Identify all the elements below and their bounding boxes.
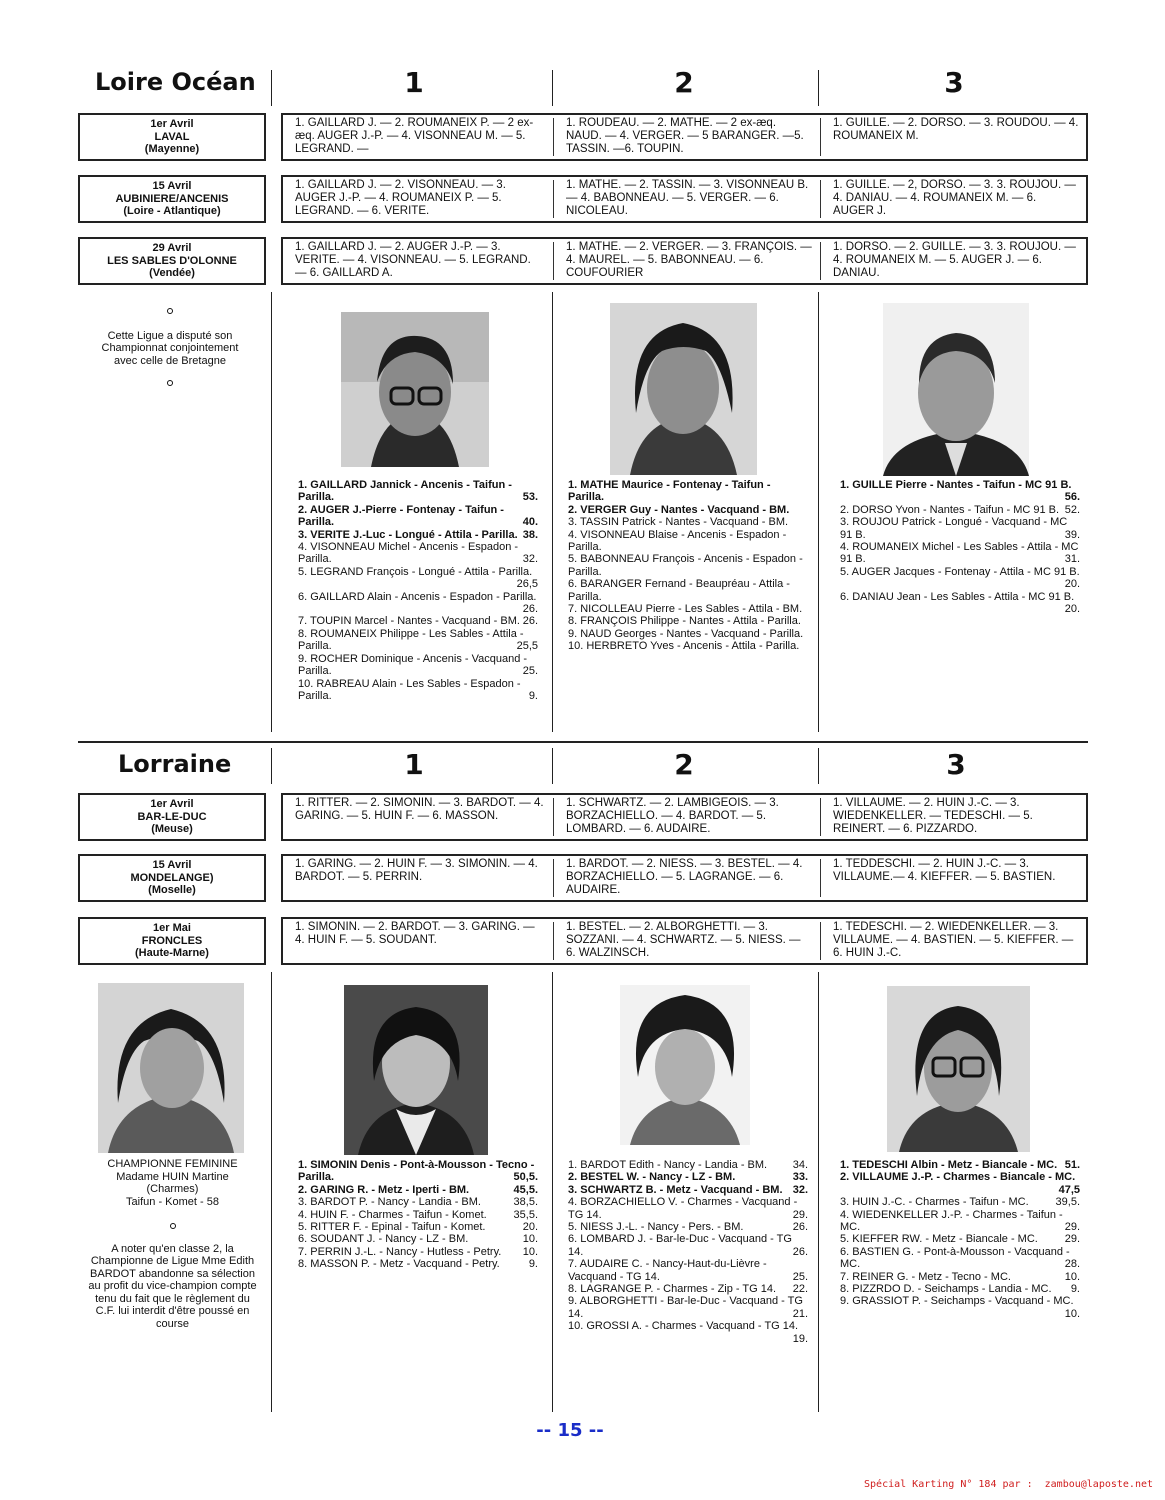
result-entry	[568, 1184, 808, 1196]
circle-icon	[85, 377, 255, 390]
result-text: 7. TOUPIN Marcel - Nantes - Vacquand - BM.	[298, 615, 520, 628]
result-points: 26.	[522, 603, 538, 616]
result-points: 10.	[522, 1233, 538, 1246]
race-class-2: 1. ROUDEAU. — 2. MATHE. — 2 ex-æq. NAUD. — 4. VERGER. — 5 BARANGER. —5. TASSIN. —6. TOUPIN.	[566, 117, 804, 155]
result-text: 7. REINER G. - Metz - Tecno - MC.	[840, 1270, 1011, 1283]
result-entry	[568, 516, 808, 528]
result-points: 39.	[1064, 528, 1080, 541]
result-points: 19.	[792, 1332, 808, 1345]
result-text: 2. VERGER Guy - Nantes - Vacquand - BM.	[568, 503, 790, 516]
column-divider	[818, 748, 819, 784]
race-date: 15 Avril	[152, 859, 192, 871]
race-class-3: 1. GUILLE. — 2, DORSO. — 3. 3. ROUJOU. — 4. DANIAU. — 4. ROUMANEIX M. — 6. AUGER J.	[833, 179, 1076, 217]
race-class-2: 1. BESTEL. — 2. ALBORGHETTI. — 3. SOZZANI. — 4. SCHWARTZ. — 5. NIESS. — 6. WALZINSCH.	[566, 921, 801, 959]
race-class-2: 1. MATHE. — 2. VERGER. — 3. FRANÇOIS. — 4. MAUREL. — 5. BABONNEAU. — 6. COUFOURIER	[566, 241, 812, 279]
result-entry	[298, 1159, 538, 1184]
result-entry	[840, 516, 1080, 541]
result-text: 3. BARDOT P. - Nancy - Landia - BM.	[298, 1196, 481, 1209]
result-entry	[298, 1258, 538, 1270]
result-text: 4. VISONNEAU Michel - Ancenis - Espadon - Parilla.	[298, 541, 519, 566]
result-entry	[298, 504, 538, 529]
result-text: 2. VILLAUME J.-P. - Charmes - Biancale - MC.	[840, 1171, 1076, 1184]
race-class-2: 1. BARDOT. — 2. NIESS. — 3. BESTEL. — 4. BORZACHIELLO. — 5. LAGRANGE. — 6. AUDAIRE.	[566, 858, 803, 896]
results-list-class-2	[568, 1159, 808, 1345]
result-text: 8. MASSON P. - Metz - Vacquand - Petry.	[298, 1258, 500, 1271]
league-note	[85, 305, 255, 390]
result-text: 3. VERITE J.-Luc - Longué - Attila - Parilla.	[298, 528, 518, 541]
result-text: 2. GARING R. - Metz - Iperti - BM.	[298, 1183, 470, 1196]
result-entry	[840, 504, 1080, 516]
result-entry	[298, 615, 538, 627]
result-entry	[568, 1233, 808, 1258]
column-divider	[271, 748, 272, 784]
result-entry	[298, 653, 538, 678]
result-points: 10.	[1064, 1307, 1080, 1320]
circle-icon	[85, 1220, 260, 1233]
result-entry	[840, 1196, 1080, 1208]
section-title-loire: Loire Océan	[95, 68, 256, 96]
results-list-class-3	[840, 479, 1080, 615]
result-text: 6. BASTIEN G. - Pont-à-Mousson - Vacquand - MC.	[840, 1245, 1070, 1271]
column-divider	[271, 292, 272, 732]
race-place: LAVAL	[154, 130, 190, 143]
result-entry	[298, 628, 538, 653]
race-class-2: 1. MATHE. — 2. TASSIN. — 3. VISONNEAU B. — 4. BABONNEAU. — 5. VERGER. — 6. NICOLEAU.	[566, 179, 809, 217]
result-text: 4. WIEDENKELLER J.-P. - Charmes - Taifun - MC.	[840, 1208, 1063, 1234]
champion-photo	[887, 986, 1030, 1152]
column-divider	[818, 70, 819, 106]
result-entry	[298, 1209, 538, 1221]
result-text: 8. PIZZRDO D. - Seichamps - Landia - MC.	[840, 1283, 1052, 1296]
circle-icon	[85, 305, 255, 318]
result-points: 29.	[1064, 1221, 1080, 1234]
race-class-2: 1. SCHWARTZ. — 2. LAMBIGEOIS. — 3. BORZACHIELLO. — 4. BARDOT. — 5. LOMBARD. — 6. AUDAIRE.	[566, 797, 779, 835]
result-text: 9. NAUD Georges - Nantes - Vacquand - Parilla.	[568, 627, 804, 640]
league-note-text: A noter qu'en classe 2, la Championne de Ligue Mme Edith BARDOT abandonne sa sélection au profit du vice-champion compte tenu du fait que le règlement du C.F. lui interdit d'être poussé en course	[88, 1242, 257, 1330]
feminine-champion-caption	[85, 1158, 260, 1330]
result-entry	[840, 566, 1080, 591]
result-points: 22.	[792, 1283, 808, 1296]
race-date: 29 Avril	[152, 242, 192, 254]
result-entry	[568, 1221, 808, 1233]
column-header-3: 3	[946, 748, 966, 781]
column-divider	[818, 972, 819, 1412]
column-divider	[818, 292, 819, 732]
result-points: 21.	[792, 1307, 808, 1320]
result-entry	[840, 479, 1080, 504]
champion-photo	[610, 303, 757, 475]
column-divider	[552, 972, 553, 1412]
result-text: 6. DANIAU Jean - Les Sables - Attila - MC 91 B.	[840, 590, 1075, 603]
result-points: 20.	[1064, 603, 1080, 616]
result-text: 7. AUDAIRE C. - Nancy-Haut-du-Lièvre - Vacquand - TG 14.	[568, 1258, 767, 1283]
champion-photo	[620, 985, 750, 1145]
result-text: 1. SIMONIN Denis - Pont-à-Mousson - Tecno - Parilla.	[298, 1159, 535, 1184]
race-class-3: 1. GUILLE. — 2. DORSO. — 3. ROUDOU. — 4. ROUMANEIX M.	[833, 117, 1079, 142]
column-divider	[271, 70, 272, 106]
result-entry	[298, 529, 538, 541]
race-results	[281, 917, 1088, 965]
race-info	[78, 113, 266, 161]
result-text: 9. ROCHER Dominique - Ancenis - Vacquand - Parilla.	[298, 652, 528, 678]
result-entry	[568, 1196, 808, 1221]
race-results	[281, 113, 1088, 161]
result-entry	[298, 566, 538, 591]
result-entry	[568, 1171, 808, 1183]
result-points: 26,5	[516, 578, 538, 591]
result-points: 26.	[522, 615, 538, 628]
result-points: 34.	[792, 1159, 808, 1171]
feminine-label: CHAMPIONNE FEMININE	[107, 1158, 238, 1170]
result-entry	[568, 1295, 808, 1320]
column-divider	[552, 292, 553, 732]
result-points: 32.	[522, 553, 538, 566]
result-points: 20.	[522, 1221, 538, 1234]
result-text: 5. KIEFFER RW. - Metz - Biancale - MC.	[840, 1233, 1038, 1246]
race-place: LES SABLES D'OLONNE	[107, 254, 237, 267]
result-text: 7. NICOLLEAU Pierre - Les Sables - Attila - BM.	[568, 603, 803, 616]
result-entry	[298, 1233, 538, 1245]
result-entry	[840, 541, 1080, 566]
champion-photo	[344, 985, 488, 1155]
result-text: 6. SOUDANT J. - Nancy - LZ - BM.	[298, 1233, 469, 1246]
result-text: 1. TEDESCHI Albin - Metz - Biancale - MC.	[840, 1159, 1058, 1171]
result-entry	[840, 1295, 1080, 1320]
race-info	[78, 917, 266, 965]
result-entry	[840, 1159, 1080, 1171]
result-entry	[568, 553, 808, 578]
column-header-2: 2	[674, 66, 694, 99]
race-dept: (Mayenne)	[144, 143, 200, 155]
race-info	[78, 175, 266, 223]
result-points: 10.	[1064, 1270, 1080, 1283]
result-text: 2. DORSO Yvon - Nantes - Taifun - MC 91 B.	[840, 503, 1060, 516]
result-points: 35,5.	[513, 1208, 538, 1221]
race-date: 1er Avril	[150, 118, 194, 130]
race-class-1: 1. GARING. — 2. HUIN F. — 3. SIMONIN. — 4. BARDOT. — 5. PERRIN.	[295, 858, 538, 883]
column-divider	[552, 748, 553, 784]
result-points: 10.	[522, 1245, 538, 1258]
race-place: AUBINIERE/ANCENIS	[115, 192, 229, 205]
results-list-class-2	[568, 479, 808, 653]
result-entry	[840, 1283, 1080, 1295]
race-class-1: 1. GAILLARD J. — 2. AUGER J.-P. — 3. VERITE. — 4. VISONNEAU. — 5. LEGRAND. — 6. GAILLARD A.	[295, 241, 531, 279]
result-points: 39,5.	[1055, 1196, 1080, 1209]
result-points: 20.	[1064, 578, 1080, 591]
result-points: 31.	[1064, 553, 1080, 566]
race-info	[78, 793, 266, 841]
result-text: 5. LEGRAND François - Longué - Attila - Parilla.	[298, 565, 533, 578]
champion-photo	[883, 303, 1029, 476]
race-class-1: 1. RITTER. — 2. SIMONIN. — 3. BARDOT. — 4. GARING. — 5. HUIN F. — 6. MASSON.	[295, 797, 544, 822]
result-text: 2. BESTEL W. - Nancy - LZ - BM.	[568, 1171, 736, 1184]
section-title-lorraine: Lorraine	[118, 750, 232, 778]
result-entry	[568, 628, 808, 640]
results-list-class-3	[840, 1159, 1080, 1320]
result-points: 52.	[1064, 503, 1080, 516]
result-entry	[840, 1246, 1080, 1271]
result-points: 50,5.	[513, 1171, 538, 1184]
result-entry	[568, 578, 808, 603]
race-class-1: 1. SIMONIN. — 2. BARDOT. — 3. GARING. — 4. HUIN F. — 5. SOUDANT.	[295, 921, 535, 946]
result-points: 29.	[792, 1208, 808, 1221]
result-text: 5. RITTER F. - Epinal - Taifun - Komet.	[298, 1221, 486, 1234]
result-text: 1. GUILLE Pierre - Nantes - Taifun - MC 91 B.	[840, 479, 1072, 491]
result-points: 9.	[528, 1258, 538, 1271]
column-divider	[271, 972, 272, 1412]
result-entry	[568, 640, 808, 652]
result-points: 53.	[522, 491, 538, 504]
result-text: 2. AUGER J.-Pierre - Fontenay - Taifun - Parilla.	[298, 503, 504, 529]
result-points: 25,5	[516, 640, 538, 653]
result-text: 8. LAGRANGE P. - Charmes - Zip - TG 14.	[568, 1283, 777, 1296]
result-entry	[840, 1209, 1080, 1234]
result-text: 3. HUIN J.-C. - Charmes - Taifun - MC.	[840, 1196, 1029, 1209]
result-points: 33.	[792, 1171, 808, 1184]
race-results	[281, 793, 1088, 841]
result-entry	[568, 529, 808, 554]
race-dept: (Loire - Atlantique)	[123, 205, 221, 217]
result-points: 32.	[792, 1183, 808, 1196]
race-date: 15 Avril	[152, 180, 192, 192]
race-class-3: 1. DORSO. — 2. GUILLE. — 3. 3. ROUJOU. — 4. ROUMANEIX M. — 5. AUGER J. — 6. DANIAU.	[833, 241, 1076, 279]
result-text: 9. ALBORGHETTI - Bar-le-Duc - Vacquand - TG 14.	[568, 1295, 803, 1320]
result-text: 3. SCHWARTZ B. - Metz - Vacquand - BM.	[568, 1183, 783, 1196]
race-date: 1er Avril	[150, 798, 194, 810]
result-text: 4. ROUMANEIX Michel - Les Sables - Attila - MC 91 B.	[840, 541, 1079, 566]
result-text: 10. HERBRETO Yves - Ancenis - Attila - Parilla.	[568, 640, 800, 653]
result-text: 6. LOMBARD J. - Bar-le-Duc - Vacquand - TG 14.	[568, 1233, 792, 1258]
race-class-3: 1. TEDESCHI. — 2. WIEDENKELLER. — 3. VILLAUME. — 4. BASTIEN. — 5. KIEFFER. — 6. HUIN J.-C.	[833, 921, 1074, 959]
column-header-1: 1	[404, 748, 424, 781]
result-text: 5. BABONNEAU François - Ancenis - Espadon - Parilla.	[568, 553, 803, 578]
result-points: 29.	[1064, 1233, 1080, 1246]
page-number: -- 15 --	[536, 1420, 604, 1441]
champion-photo	[341, 312, 489, 467]
result-entry	[298, 1246, 538, 1258]
result-text: 4. VISONNEAU Blaise - Ancenis - Espadon - Parilla.	[568, 528, 787, 554]
result-entry	[298, 678, 538, 703]
result-text: 6. BARANGER Fernand - Beaupréau - Attila - Parilla.	[568, 578, 790, 603]
result-points: 26.	[792, 1245, 808, 1258]
result-entry	[298, 541, 538, 566]
result-entry	[840, 1271, 1080, 1283]
result-entry	[568, 479, 808, 504]
result-points: 26.	[792, 1221, 808, 1234]
result-points: 56.	[1064, 491, 1080, 504]
race-place: MONDELANGE)	[130, 871, 214, 884]
race-date: 1er Mai	[153, 922, 191, 934]
result-entry	[298, 1221, 538, 1233]
result-points: 45,5.	[513, 1183, 538, 1196]
result-points: 51.	[1064, 1159, 1080, 1171]
result-entry	[568, 1258, 808, 1283]
footer-credit: Spécial Karting N° 184 par : zambou@laposte.net	[864, 1479, 1153, 1490]
race-place: FRONCLES	[141, 934, 203, 947]
result-points: 28.	[1064, 1258, 1080, 1271]
column-header-3: 3	[944, 66, 964, 99]
feminine-town: (Charmes)	[146, 1183, 199, 1195]
result-points: 9.	[1070, 1283, 1080, 1296]
result-text: 5. NIESS J.-L. - Nancy - Pers. - BM.	[568, 1221, 744, 1234]
result-entry	[568, 603, 808, 615]
race-dept: (Haute-Marne)	[135, 947, 209, 959]
result-points: 38.	[522, 528, 538, 541]
result-text: 8. FRANÇOIS Philippe - Nantes - Attila - Parilla.	[568, 615, 801, 628]
feminine-champion-photo	[98, 983, 244, 1153]
race-place: BAR-LE-DUC	[137, 810, 207, 823]
column-header-1: 1	[404, 66, 424, 99]
race-class-1: 1. GAILLARD J. — 2. ROUMANEIX P. — 2 ex-æq. AUGER J.-P. — 4. VISONNEAU M. — 5. LEGRAND. —	[295, 117, 534, 155]
result-entry	[568, 1283, 808, 1295]
result-points: 9.	[528, 689, 538, 702]
results-list-class-1	[298, 1159, 538, 1271]
result-text: 5. AUGER Jacques - Fontenay - Attila - MC 91 B.	[840, 565, 1080, 578]
result-text: 3. ROUJOU Patrick - Longué - Vacquand - MC 91 B.	[840, 516, 1068, 541]
league-note-text: Cette Ligue a disputé son Championnat conjointement avec celle de Bretagne	[101, 329, 239, 367]
result-points: 25.	[522, 665, 538, 678]
result-entry	[568, 1320, 808, 1345]
result-points: 47,5	[1058, 1183, 1080, 1196]
result-text: 7. PERRIN J.-L. - Nancy - Hutless - Petry.	[298, 1245, 502, 1258]
result-points: 25.	[792, 1270, 808, 1283]
race-dept: (Vendée)	[149, 267, 195, 279]
result-text: 8. ROUMANEIX Philippe - Les Sables - Attila - Parilla.	[298, 627, 524, 653]
result-entry	[840, 1171, 1080, 1196]
race-class-1: 1. GAILLARD J. — 2. VISONNEAU. — 3. AUGER J.-P. — 4. ROUMANEIX P. — 5. LEGRAND. — 6. VERITE.	[295, 179, 506, 217]
feminine-name: Madame HUIN Martine	[116, 1170, 229, 1183]
race-class-3: 1. TEDDESCHI. — 2. HUIN J.-C. — 3. VILLAUME.— 4. KIEFFER. — 5. BASTIEN.	[833, 858, 1056, 883]
race-dept: (Meuse)	[151, 823, 193, 835]
result-text: 4. HUIN F. - Charmes - Taifun - Komet.	[298, 1208, 487, 1221]
result-text: 9. GRASSIOT P. - Seichamps - Vacquand - MC.	[840, 1295, 1074, 1308]
result-entry	[298, 1196, 538, 1208]
race-results	[281, 237, 1088, 285]
results-list-class-1	[298, 479, 538, 702]
race-dept: (Moselle)	[148, 884, 196, 896]
race-info	[78, 237, 266, 285]
result-entry	[840, 591, 1080, 616]
result-entry	[568, 504, 808, 516]
result-text: 1. MATHE Maurice - Fontenay - Taifun - Parilla.	[568, 479, 771, 504]
race-class-3: 1. VILLAUME. — 2. HUIN J.-C. — 3. WIEDENKELLER. — TEDESCHI. — 5. REINERT. — 6. PIZZARDO.	[833, 797, 1033, 835]
race-info	[78, 854, 266, 902]
column-divider	[552, 70, 553, 106]
result-text: 3. TASSIN Patrick - Nantes - Vacquand - BM.	[568, 516, 789, 529]
column-header-2: 2	[674, 748, 694, 781]
result-entry	[298, 1184, 538, 1196]
result-entry	[568, 1159, 808, 1171]
result-text: 10. RABREAU Alain - Les Sables - Espadon - Parilla.	[298, 677, 521, 702]
race-results	[281, 854, 1088, 902]
result-entry	[298, 479, 538, 504]
section-separator	[78, 741, 1088, 743]
result-points: 40.	[522, 516, 538, 529]
result-points: 38,5.	[513, 1196, 538, 1209]
feminine-kart: Taifun - Komet - 58	[126, 1195, 219, 1208]
result-text: 10. GROSSI A. - Charmes - Vacquand - TG 14.	[568, 1320, 799, 1333]
result-text: 6. GAILLARD Alain - Ancenis - Espadon - Parilla.	[298, 590, 537, 603]
result-text: 4. BORZACHIELLO V. - Charmes - Vacquand - TG 14.	[568, 1196, 798, 1221]
result-entry	[840, 1233, 1080, 1245]
result-entry	[298, 591, 538, 616]
result-text: 1. BARDOT Edith - Nancy - Landia - BM.	[568, 1159, 768, 1171]
result-entry	[568, 615, 808, 627]
race-results	[281, 175, 1088, 223]
result-text: 1. GAILLARD Jannick - Ancenis - Taifun - Parilla.	[298, 479, 512, 504]
